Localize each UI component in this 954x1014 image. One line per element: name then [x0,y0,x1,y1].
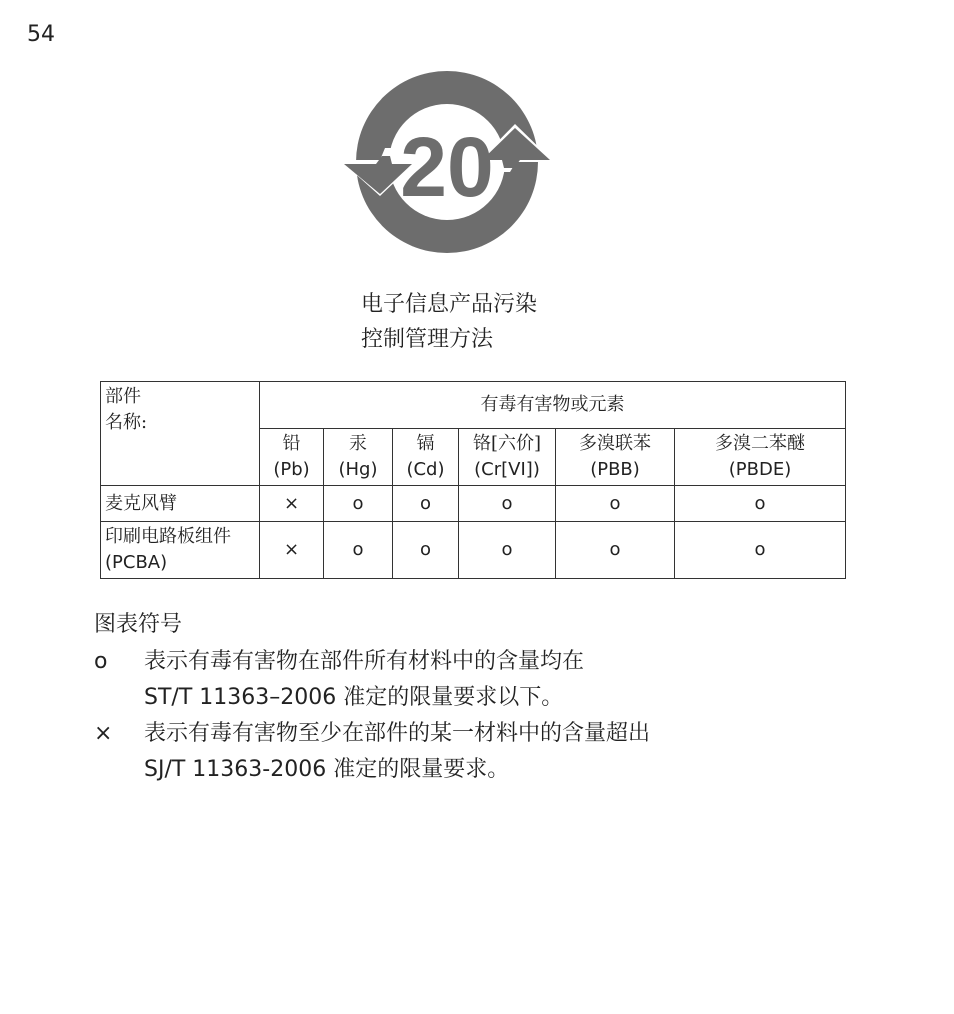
legend-text-line: 表示有毒有害物在部件所有材料中的含量均在 [144,649,585,674]
column-header-pbde: 多溴二苯醚 (PBDE) [675,429,846,486]
row-part-name: 麦克风臂 [101,486,260,522]
table-cell: o [324,522,393,579]
legend-symbol: × [94,721,113,746]
column-header-pbb: 多溴联苯 (PBB) [556,429,675,486]
table-cell: o [393,486,459,522]
document-title [361,287,537,357]
legend-item [94,644,650,716]
row-part-name: 印刷电路板组件 (PCBA) [101,522,260,579]
table-cell: o [324,486,393,522]
table-row [101,522,846,579]
table-cell: o [393,522,459,579]
title-line-2: 控制管理方法 [361,327,494,352]
table-cell: × [260,522,324,579]
table-cell: o [459,522,556,579]
table-cell: o [556,486,675,522]
column-header-pb: 铅 (Pb) [260,429,324,486]
legend [94,607,650,788]
hazardous-substances-table [100,381,846,579]
legend-item [94,716,650,788]
legend-text-line: 表示有毒有害物至少在部件的某一材料中的含量超出 [144,721,651,746]
part-name-header: 部件 名称: [101,382,260,486]
title-line-1: 电子信息产品污染 [361,292,538,317]
efup-20-logo [340,68,556,258]
logo-number: 20 [400,120,494,214]
column-header-hg: 汞 (Hg) [324,429,393,486]
table-cell: × [260,486,324,522]
substances-group-header: 有毒有害物或元素 [260,382,846,429]
legend-symbol: o [94,649,108,674]
legend-heading: 图表符号 [94,612,183,637]
legend-text-line: ST/T 11363–2006 准定的限量要求以下。 [144,685,564,710]
column-header-cr: 铬[六价] (Cr[VI]) [459,429,556,486]
page-number: 54 [27,22,55,47]
table-cell: o [556,522,675,579]
table-cell: o [459,486,556,522]
table-row [101,486,846,522]
table-cell: o [675,522,846,579]
legend-text-line: SJ/T 11363-2006 准定的限量要求。 [144,757,510,782]
table-cell: o [675,486,846,522]
column-header-cd: 镉 (Cd) [393,429,459,486]
